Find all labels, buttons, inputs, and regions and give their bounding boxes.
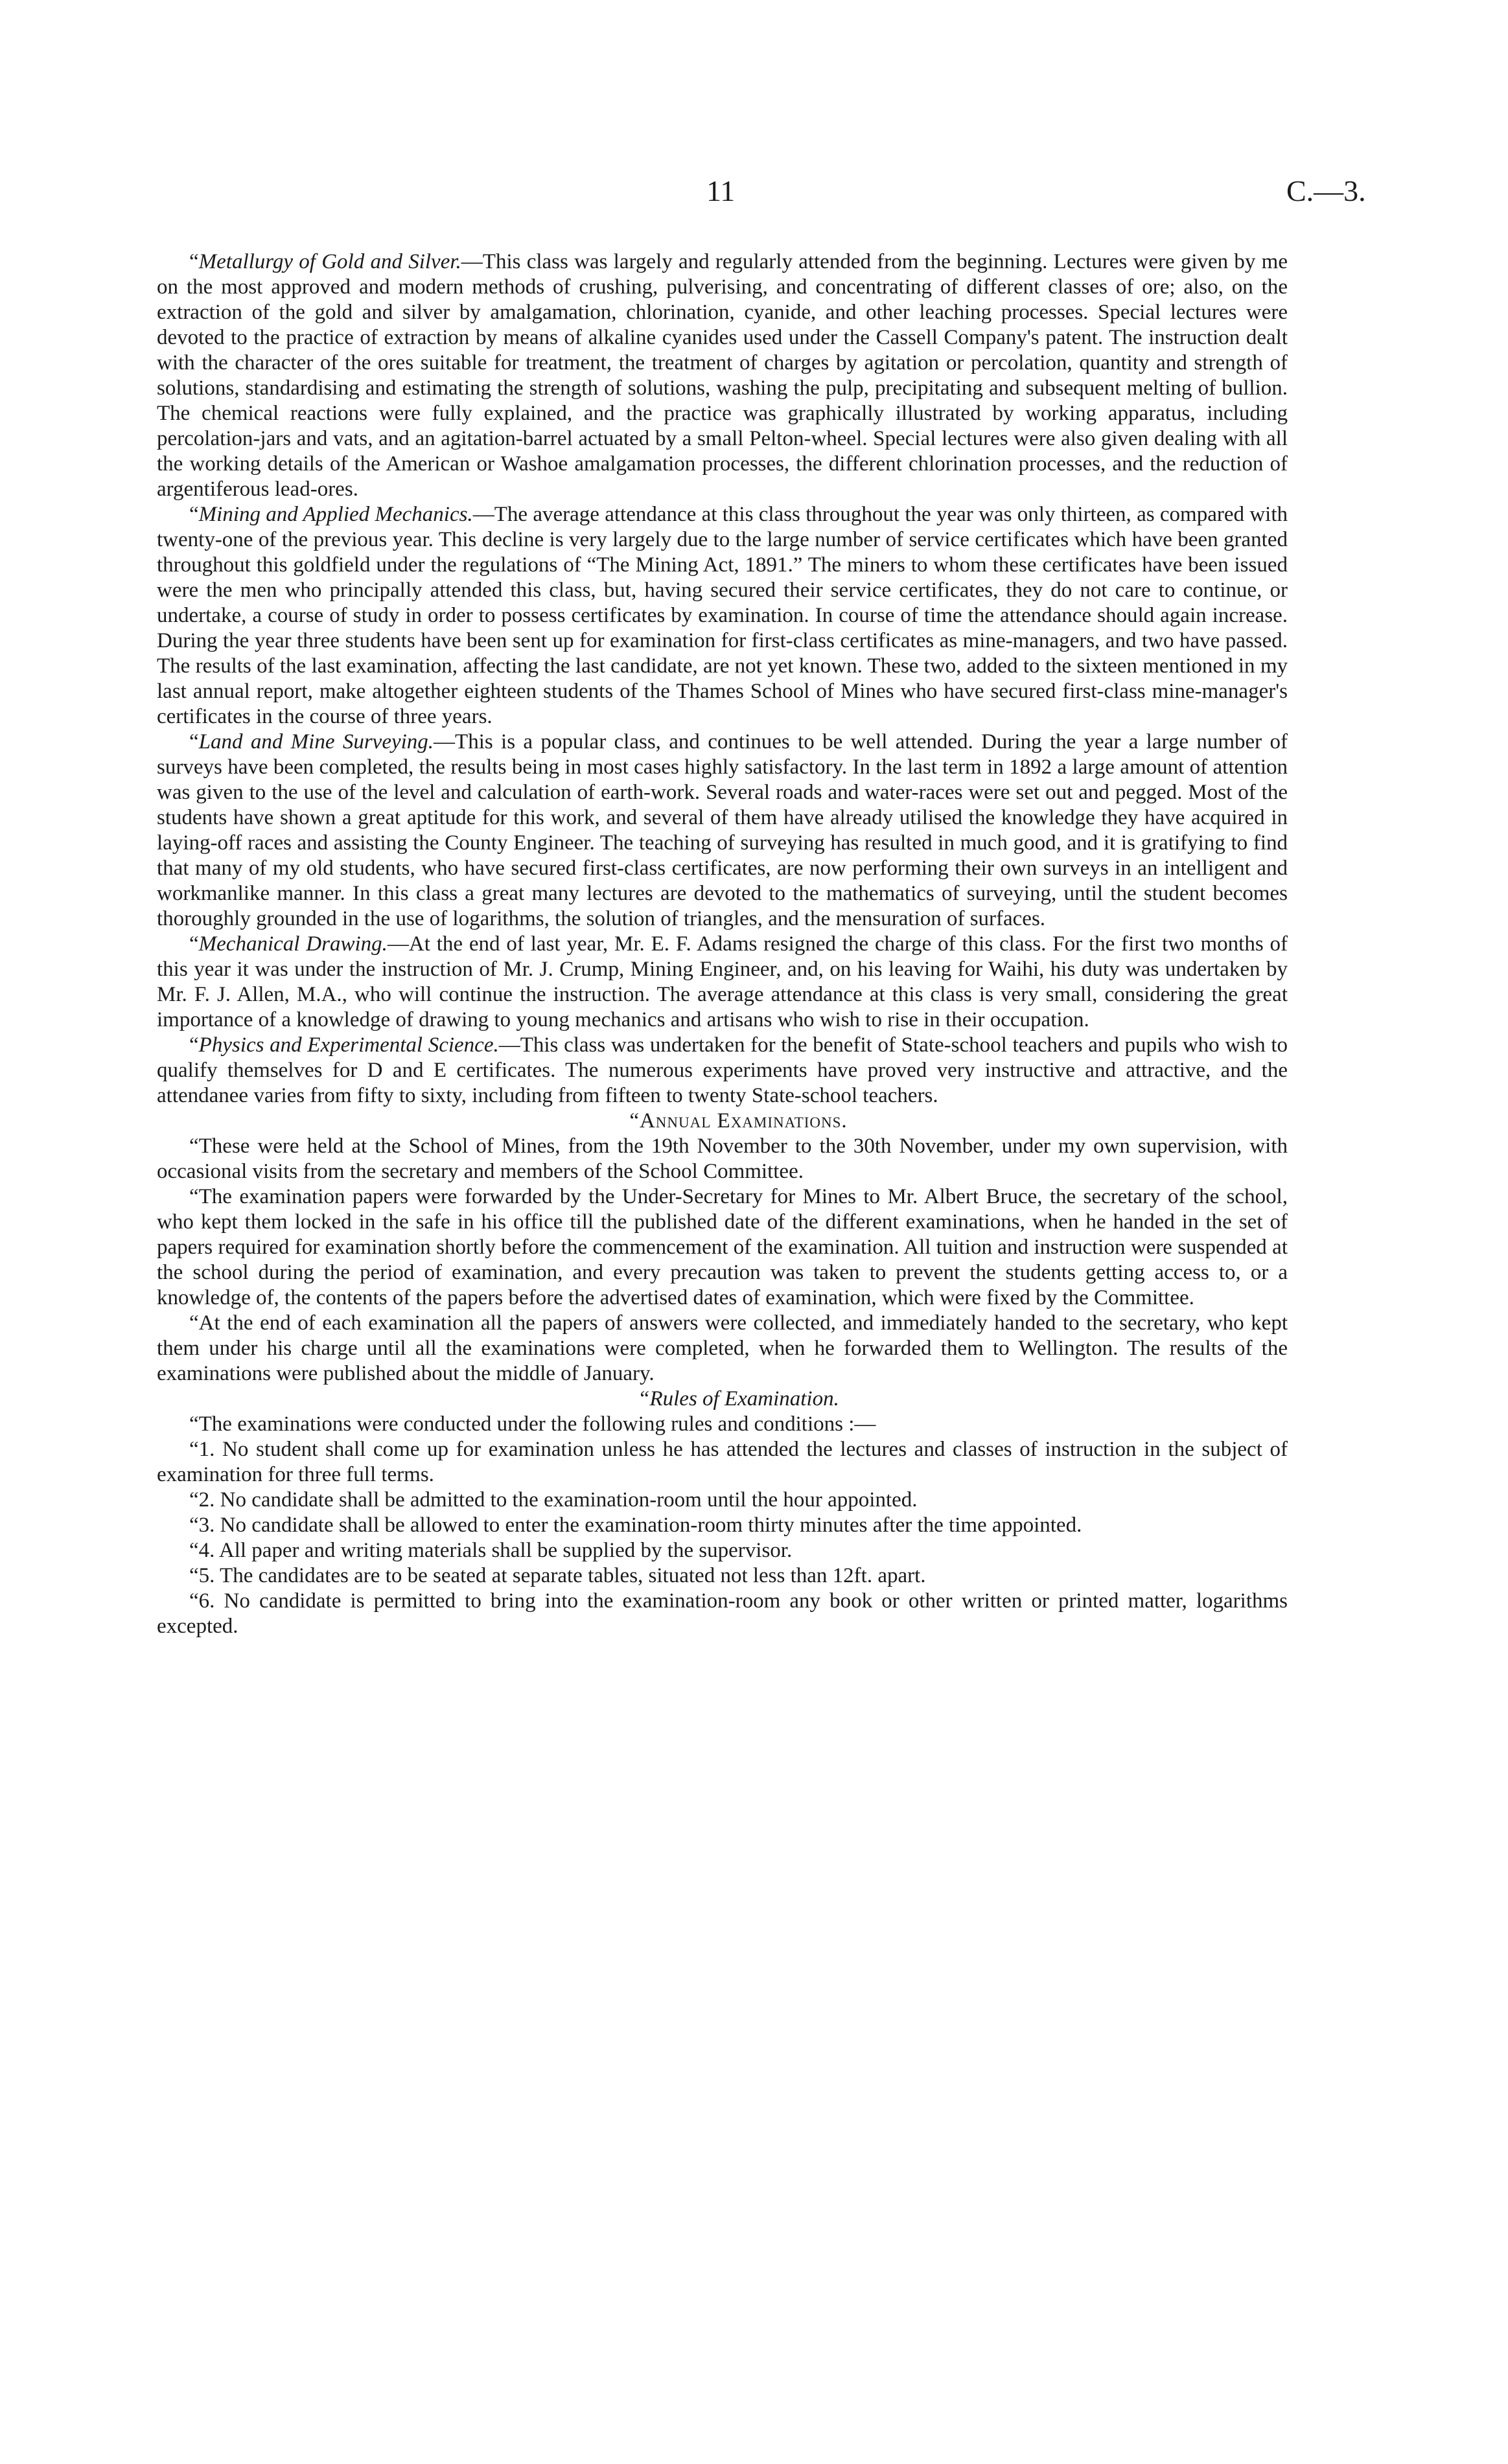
page-number: 11 [706, 174, 736, 207]
rule-item: “6. No candidate is permitted to bring into the examination-room any book or other written or printed matter, logarithms excepted. [157, 1589, 1288, 1638]
rule-item: “5. The candidates are to be seated at separate tables, situated not less than 12ft. apart. [189, 1564, 926, 1587]
paragraph-title: Physics and Experimental Science. [198, 1033, 499, 1057]
paragraph-title: Mechanical Drawing. [198, 932, 388, 956]
paragraph-mining: “Mining and Applied Mechanics.—The average attendance at this class throughout the year was only thirteen, as compared with twenty-one of the previous year. This decline is very largely due to the large number of service certificates which have been granted throughout this goldfield under the regulations of “The Mining Act, 1891.” The miners to whom these certificates have been issued were the men who principally attended this class, but, having secured their service certificates, they do not care to continue, or undertake, a course of study in order to possess certificates by examination. In course of time the attendance should again increase. During the year three students have been sent up for examination for first-class certificates as mine-managers, and two have passed. The results of the last examination, affecting the last candidate, are not yet known. These two, added to the sixteen mentioned in my last annual report, make altogether eighteen students of the Thames School of Mines who have secured first-class mine-manager's certificates in the course of three years. [157, 503, 1288, 728]
paragraph-text: —This class was largely and regularly attended from the beginning. Lectures were given by me on the most approved and modern methods of crushing, pulverising, and concentrating of different classes of ore; also, on the extraction of the gold and silver by amalgamation, chlorination, cyanide, and other leaching processes. Special lectures were devoted to the practice of extraction by means of alkaline cyanides used under the Cassell Company's patent. The instruction dealt with the character of the ores suitable for treatment, the treatment of charges by agitation or percolation, quantity and strength of solutions, standardising and estimating the strength of solutions, washing the pulp, precipitating and subsequent melting of bullion. The chemical reactions were fully explained, and the practice was graphically illustrated by working apparatus, including percolation-jars and vats, and an agitation-barrel actuated by a small Pelton-wheel. Special lectures were also given dealing with all the working details of the American or Washoe amalgamation processes, the different chlorination processes, and the reduction of argentiferous lead-ores. [157, 250, 1288, 501]
annual-paragraph: “These were held at the School of Mines, from the 19th November to the 30th November, under my own supervision, with occasional visits from the secretary and members of the School Committee. [157, 1134, 1288, 1183]
paragraph-physics: “Physics and Experimental Science.—This class was undertaken for the benefit of State-school teachers and pupils who wish to qualify themselves for D and E certificates. The numerous experiments have proved very instructive and attractive, and the attendanee varies from fifty to sixty, including from fifteen to twenty State-school teachers. [157, 1033, 1288, 1107]
rules-heading: “Rules of Examination. [638, 1387, 839, 1410]
annual-examinations-heading: “Annual Examinations. [629, 1109, 848, 1133]
rule-item: “2. No candidate shall be admitted to the examination-room until the hour appointed. [189, 1488, 918, 1512]
rule-item: “3. No candidate shall be allowed to enter the examination-room thirty minutes after the time appointed. [189, 1514, 1082, 1537]
paragraph-text: —The average attendance at this class throughout the year was only thirteen, as compared with twenty-one of the previous year. This decline is very largely due to the large number of service certificates which have been granted throughout this goldfield under the regulations of “The Mining Act, 1891.” The miners to whom these certificates have been issued were the men who principally attended this class, but, having secured their service certificates, they do not care to continue, or undertake, a course of study in order to possess certificates by examination. In course of time the attendance should again increase. During the year three students have been sent up for examination for first-class certificates as mine-managers, and two have passed. The results of the last examination, affecting the last candidate, are not yet known. These two, added to the sixteen mentioned in my last annual report, make altogether eighteen students of the Thames School of Mines who have secured first-class mine-manager's certificates in the course of three years. [157, 503, 1288, 728]
document-body [157, 249, 1288, 1639]
paragraph-text: —This is a popular class, and continues to be well attended. During the year a large number of surveys have been completed, the results being in most cases highly satisfactory. In the last term in 1892 a large amount of attention was given to the use of the level and calculation of earth-work. Several roads and water-races were set out and pegged. Most of the students have shown a great aptitude for this work, and several of them have already utilised the knowledge they have acquired in laying-off races and assisting the County Engineer. The teaching of surveying has resulted in much good, and it is gratifying to find that many of my old students, who have secured first-class certificates, are now performing their own surveys in an intelligent and workmanlike manner. In this class a great many lectures are devoted to the mathematics of surveying, until the student becomes thoroughly grounded in the use of logarithms, the solution of triangles, and the mensuration of surfaces. [157, 730, 1288, 930]
paragraph-metallurgy: “Metallurgy of Gold and Silver.—This class was largely and regularly attended from the beginning. Lectures were given by me on the most approved and modern methods of crushing, pulverising, and concentrating of different classes of ore; also, on the extraction of the gold and silver by amalgamation, chlorination, cyanide, and other leaching processes. Special lectures were devoted to the practice of extraction by means of alkaline cyanides used under the Cassell Company's patent. The instruction dealt with the character of the ores suitable for treatment, the treatment of charges by agitation or percolation, quantity and strength of solutions, standardising and estimating the strength of solutions, washing the pulp, precipitating and subsequent melting of bullion. The chemical reactions were fully explained, and the practice was graphically illustrated by working apparatus, including percolation-jars and vats, and an agitation-barrel actuated by a small Pelton-wheel. Special lectures were also given dealing with all the working details of the American or Washoe amalgamation processes, the different chlorination processes, and the reduction of argentiferous lead-ores. [157, 250, 1288, 501]
rule-item: “4. All paper and writing materials shall be supplied by the supervisor. [189, 1539, 793, 1562]
paragraph-title: Metallurgy of Gold and Silver. [198, 250, 461, 273]
paragraph-title: Mining and Applied Mechanics. [198, 503, 473, 526]
paragraph-text: —This class was undertaken for the benefit of State-school teachers and pupils who wish to qualify themselves for D and E certificates. The numerous experiments have proved very instructive and attractive, and the attendanee varies from fifty to sixty, including from fifteen to twenty State-school teachers. [157, 1033, 1288, 1107]
rule-item: “1. No student shall come up for examination unless he has attended the lectures and classes of instruction in the subject of examination for three full terms. [157, 1438, 1288, 1486]
page-reference: C.—3. [1286, 174, 1366, 207]
paragraph-text: —At the end of last year, Mr. E. F. Adams resigned the charge of this class. For the first two months of this year it was under the instruction of Mr. J. Crump, Mining Engineer, and, on his leaving for Waihi, his duty was undertaken by Mr. F. J. Allen, M.A., who will continue the instruction. The average attendance at this class is very small, considering the great importance of a knowledge of drawing to young mechanics and artisans who wish to rise in their occupation. [157, 932, 1288, 1031]
rule-item: “The examinations were conducted under the following rules and conditions :— [189, 1412, 876, 1436]
paragraph-drawing: “Mechanical Drawing.—At the end of last year, Mr. E. F. Adams resigned the charge of this class. For the first two months of this year it was under the instruction of Mr. J. Crump, Mining Engineer, and, on his leaving for Waihi, his duty was undertaken by Mr. F. J. Allen, M.A., who will continue the instruction. The average attendance at this class is very small, considering the great importance of a knowledge of drawing to young mechanics and artisans who wish to rise in their occupation. [157, 932, 1288, 1031]
paragraph-surveying: “Land and Mine Surveying.—This is a popular class, and continues to be well attended. During the year a large number of surveys have been completed, the results being in most cases highly satisfactory. In the last term in 1892 a large amount of attention was given to the use of the level and calculation of earth-work. Several roads and water-races were set out and pegged. Most of the students have shown a great aptitude for this work, and several of them have already utilised the knowledge they have acquired in laying-off races and assisting the County Engineer. The teaching of surveying has resulted in much good, and it is gratifying to find that many of my old students, who have secured first-class certificates, are now performing their own surveys in an intelligent and workmanlike manner. In this class a great many lectures are devoted to the mathematics of surveying, until the student becomes thoroughly grounded in the use of logarithms, the solution of triangles, and the mensuration of surfaces. [157, 730, 1288, 930]
paragraph-title: Land and Mine Surveying. [198, 730, 434, 754]
annual-paragraph: “The examination papers were forwarded by the Under-Secretary for Mines to Mr. Albert Bruce, the secretary of the school, who kept them locked in the safe in his office till the published date of the different examinations, when he handed in the set of papers required for examination shortly before the commencement of the examination. All tuition and instruction were suspended at the school during the period of examination, and every precaution was taken to prevent the students getting access to, or a knowledge of, the contents of the papers before the advertised dates of examination, which were fixed by the Committee. [157, 1185, 1288, 1309]
annual-paragraph: “At the end of each examination all the papers of answers were collected, and immediately handed to the secretary, who kept them under his charge until all the examinations were completed, when he forwarded them to Wellington. The results of the examinations were published about the middle of January. [157, 1311, 1288, 1385]
